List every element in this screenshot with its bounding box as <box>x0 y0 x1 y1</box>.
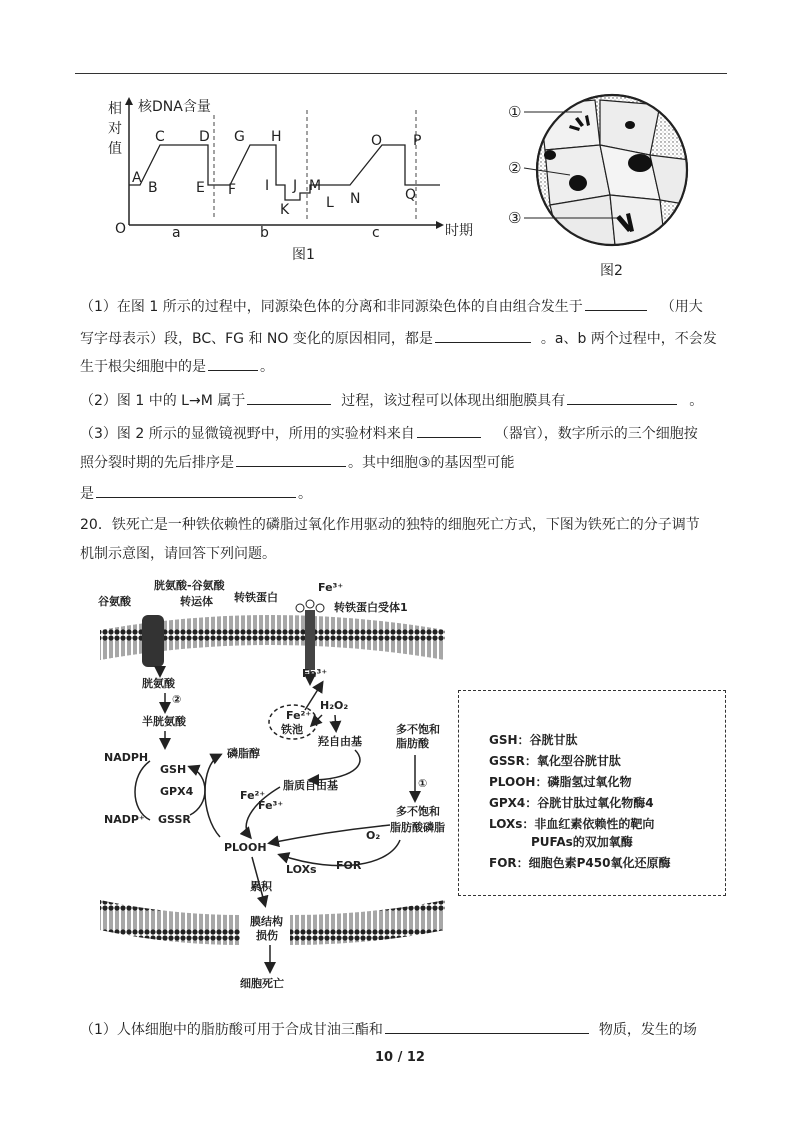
label-gpx4: GPX4 <box>160 785 194 798</box>
nucleus <box>544 150 556 160</box>
point-label: I <box>265 178 270 194</box>
q19-line-5: （3）图 2 所示的显微镜视野中，所用的实验材料来自 （器官），数字所示的三个细胞按 <box>80 423 740 444</box>
marker-1: ① <box>508 103 522 121</box>
point-label: K <box>280 202 290 218</box>
answer-blank[interactable] <box>385 1019 589 1034</box>
answer-blank[interactable] <box>96 483 296 498</box>
point-label: L <box>326 195 334 211</box>
y-arrow <box>125 97 133 105</box>
label-nadp: NADP⁺ <box>104 813 145 826</box>
q19-line-3: 生于根尖细胞中的是 。 <box>80 356 740 377</box>
transporter-protein <box>142 615 164 667</box>
page-number: 10 / 12 <box>375 1050 425 1065</box>
point-label: H <box>271 129 282 145</box>
q19-line-6: 照分裂时期的先后排序是 。其中细胞③的基因型可能 <box>80 452 740 473</box>
label-fe3: Fe³⁺ <box>318 581 344 594</box>
label-step-1: ① <box>418 777 428 790</box>
label-gsh: GSH <box>160 763 187 776</box>
label-fe3: Fe³⁺ <box>302 667 328 680</box>
x-axis-title: 时期 <box>445 223 473 239</box>
label-gssr: GSSR <box>158 813 191 826</box>
q19-line-1: （1）在图 1 所示的过程中，同源染色体的分离和非同源染色体的自由组合发生于 （用大 <box>80 296 740 317</box>
label-fe2: Fe²⁺ <box>240 789 266 802</box>
point-label: C <box>155 129 165 145</box>
label-accumulate: 累积 <box>250 880 272 893</box>
label-membrane-damage: 损伤 <box>256 929 278 942</box>
point-label: E <box>196 180 205 196</box>
answer-blank[interactable] <box>247 390 331 405</box>
y-label-char: 值 <box>108 141 122 157</box>
label-pufa: 多不饱和 <box>396 723 440 736</box>
answer-blank[interactable] <box>435 328 531 343</box>
y-axis-title: 核DNA含量 <box>138 99 211 115</box>
point-label: B <box>148 180 158 196</box>
label-cystine: 胱氨酸 <box>142 677 175 690</box>
label-membrane-damage: 膜结构 <box>250 915 283 928</box>
ferroptosis-diagram <box>90 575 460 1005</box>
label-nadph: NADPH <box>104 751 149 764</box>
answer-blank[interactable] <box>585 296 647 311</box>
q19-line-4: （2）图 1 中的 L→M 属于 过程，该过程可以体现出细胞膜具有 。 <box>80 390 740 411</box>
label-iron-pool: 铁池 <box>281 723 303 736</box>
label-glutamate: 谷氨酸 <box>98 595 131 608</box>
label-plooh: PLOOH <box>224 841 267 854</box>
dna-curve <box>129 145 440 200</box>
nucleus <box>628 154 652 172</box>
point-label: D <box>199 129 210 145</box>
x-arrow <box>436 221 444 229</box>
legend-item: PUFAs的双加氧酶 <box>531 835 633 849</box>
q19-line-7: 是 。 <box>80 483 740 504</box>
header-rule <box>75 73 727 74</box>
label-for: FOR <box>336 859 362 872</box>
legend-item: FOR：细胞色素P450氧化还原酶 <box>489 856 671 870</box>
point-label: F <box>228 182 237 198</box>
point-label: P <box>413 133 422 149</box>
label-step-2: ② <box>172 693 182 706</box>
answer-blank[interactable] <box>567 390 677 405</box>
label-transporter: 转运体 <box>180 595 213 608</box>
label-pufa: 脂肪酸 <box>396 737 429 750</box>
label-pufa-pl: 多不饱和 <box>396 805 440 818</box>
legend-item: GSSR：氧化型谷胱甘肽 <box>489 754 621 768</box>
q20-stem-line-2: 机制示意图，请回答下列问题。 <box>80 546 276 562</box>
point-label: G <box>234 129 245 145</box>
label-hydroxyl: 羟自由基 <box>318 735 362 748</box>
label-cysteine: 半胱氨酸 <box>142 715 186 728</box>
phase-label: b <box>260 225 269 241</box>
cell-membrane-bottom <box>290 900 445 945</box>
nucleus <box>569 175 587 191</box>
label-loxs: LOXs <box>286 863 317 876</box>
answer-blank[interactable] <box>236 452 346 467</box>
point-label: J <box>293 178 298 194</box>
legend-item: LOXs：非血红素依赖性的靶向 <box>489 817 655 831</box>
phase-label: a <box>172 225 181 241</box>
label-transferrin: 转铁蛋白 <box>234 591 278 604</box>
label-cell-death: 细胞死亡 <box>240 977 284 990</box>
label-lipid-radical: 脂质自由基 <box>283 779 338 792</box>
label-fe2: Fe²⁺ <box>286 709 312 722</box>
label-pufa-pl: 脂肪酸磷脂 <box>390 821 445 834</box>
point-label: Q <box>405 187 417 203</box>
q19-line-2: 写字母表示）段，BC、FG 和 NO 变化的原因相同，都是 。a、b 两个过程中，不会发 <box>80 328 740 349</box>
figure-caption: 图2 <box>600 263 623 279</box>
figure-2 <box>500 85 700 280</box>
figure-1 <box>100 95 490 265</box>
answer-blank[interactable] <box>417 423 481 438</box>
q20-sub-1: （1）人体细胞中的脂肪酸可用于合成甘油三酯和 物质，发生的场 <box>80 1019 740 1040</box>
label-o2: O₂ <box>366 829 381 842</box>
label-phospholipid: 磷脂醇 <box>227 747 260 760</box>
cell-membrane-bottom <box>100 900 240 945</box>
marker-3: ③ <box>508 209 522 227</box>
marker-2: ② <box>508 159 522 177</box>
point-label: A <box>132 170 142 186</box>
label-receptor: 转铁蛋白受体1 <box>334 601 408 614</box>
point-label: M <box>309 178 322 194</box>
legend-item: PLOOH：磷脂氢过氧化物 <box>489 775 632 789</box>
y-label-char: 相 <box>108 101 122 117</box>
figure-caption: 图1 <box>292 247 315 263</box>
legend-item: GPX4：谷胱甘肽过氧化物酶4 <box>489 796 654 810</box>
label-transporter: 胱氨酸-谷氨酸 <box>154 579 225 592</box>
q20-stem-line-1: 20．铁死亡是一种铁依赖性的磷脂过氧化作用驱动的独特的细胞死亡方式，下图为铁死亡的分子调节 <box>80 517 700 533</box>
point-label: O <box>371 133 383 149</box>
legend-item: GSH：谷胱甘肽 <box>489 733 578 747</box>
answer-blank[interactable] <box>208 356 258 371</box>
nucleus <box>625 121 635 129</box>
point-label: N <box>350 191 361 207</box>
origin-label: O <box>115 221 127 237</box>
y-label-char: 对 <box>108 121 122 137</box>
abbreviation-legend <box>458 690 726 896</box>
label-h2o2: H₂O₂ <box>320 699 349 712</box>
phase-label: c <box>372 225 380 241</box>
label-fe3: Fe³⁺ <box>258 799 284 812</box>
transferrin-receptor <box>305 610 315 670</box>
